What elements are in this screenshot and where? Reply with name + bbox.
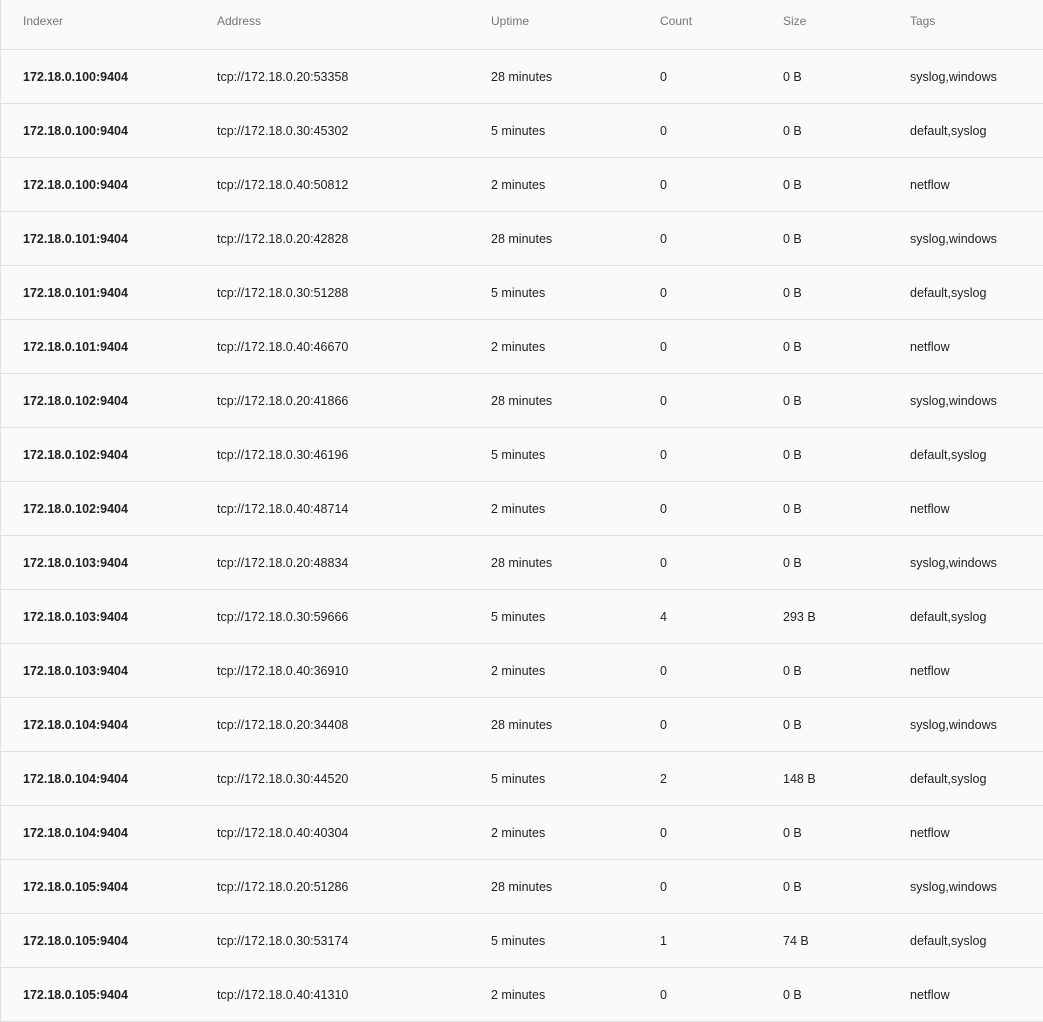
cell-tags: syslog,windows bbox=[910, 879, 997, 894]
cell-tags: default,syslog bbox=[910, 933, 987, 948]
cell-tags: syslog,windows bbox=[910, 231, 997, 246]
table-row[interactable] bbox=[1, 266, 1043, 320]
table-row[interactable] bbox=[1, 698, 1043, 752]
table-row[interactable] bbox=[1, 320, 1043, 374]
cell-indexer: 172.18.0.100:9404 bbox=[23, 123, 128, 138]
cell-size: 0 B bbox=[783, 231, 802, 246]
cell-indexer: 172.18.0.103:9404 bbox=[23, 555, 128, 570]
cell-size: 0 B bbox=[783, 987, 802, 1002]
cell-uptime: 5 minutes bbox=[491, 123, 546, 138]
cell-count: 0 bbox=[660, 285, 667, 300]
cell-address: tcp://172.18.0.30:46196 bbox=[217, 447, 349, 462]
table-row[interactable] bbox=[1, 50, 1043, 104]
cell-count: 0 bbox=[660, 555, 667, 570]
cell-indexer: 172.18.0.104:9404 bbox=[23, 717, 128, 732]
cell-indexer: 172.18.0.101:9404 bbox=[23, 285, 128, 300]
cell-uptime: 28 minutes bbox=[491, 393, 553, 408]
cell-size: 0 B bbox=[783, 285, 802, 300]
cell-size: 293 B bbox=[783, 609, 816, 624]
cell-count: 0 bbox=[660, 339, 667, 354]
cell-uptime: 28 minutes bbox=[491, 555, 553, 570]
cell-address: tcp://172.18.0.40:41310 bbox=[217, 987, 349, 1002]
cell-count: 0 bbox=[660, 447, 667, 462]
cell-address: tcp://172.18.0.30:53174 bbox=[217, 933, 349, 948]
table-row[interactable] bbox=[1, 860, 1043, 914]
cell-uptime: 5 minutes bbox=[491, 771, 546, 786]
cell-address: tcp://172.18.0.20:51286 bbox=[217, 879, 349, 894]
cell-indexer: 172.18.0.102:9404 bbox=[23, 501, 128, 516]
cell-indexer: 172.18.0.100:9404 bbox=[23, 177, 128, 192]
cell-address: tcp://172.18.0.40:36910 bbox=[217, 663, 349, 678]
cell-uptime: 5 minutes bbox=[491, 609, 546, 624]
cell-address: tcp://172.18.0.30:59666 bbox=[217, 609, 349, 624]
cell-tags: syslog,windows bbox=[910, 555, 997, 570]
table-row[interactable] bbox=[1, 104, 1043, 158]
cell-size: 0 B bbox=[783, 69, 802, 84]
cell-uptime: 2 minutes bbox=[491, 987, 546, 1002]
cell-size: 0 B bbox=[783, 717, 802, 732]
table-row[interactable] bbox=[1, 428, 1043, 482]
cell-size: 0 B bbox=[783, 123, 802, 138]
cell-address: tcp://172.18.0.40:48714 bbox=[217, 501, 349, 516]
cell-address: tcp://172.18.0.40:46670 bbox=[217, 339, 349, 354]
cell-size: 0 B bbox=[783, 555, 802, 570]
cell-size: 0 B bbox=[783, 663, 802, 678]
cell-count: 0 bbox=[660, 231, 667, 246]
cell-uptime: 28 minutes bbox=[491, 69, 553, 84]
column-header-uptime[interactable]: Uptime bbox=[491, 13, 530, 28]
cell-count: 0 bbox=[660, 825, 667, 840]
cell-address: tcp://172.18.0.20:34408 bbox=[217, 717, 349, 732]
table-body bbox=[1, 50, 1043, 1022]
column-header-indexer[interactable]: Indexer bbox=[23, 13, 64, 28]
cell-uptime: 2 minutes bbox=[491, 339, 546, 354]
cell-count: 0 bbox=[660, 393, 667, 408]
cell-size: 74 B bbox=[783, 933, 809, 948]
cell-count: 0 bbox=[660, 177, 667, 192]
cell-count: 0 bbox=[660, 501, 667, 516]
cell-uptime: 5 minutes bbox=[491, 933, 546, 948]
cell-tags: default,syslog bbox=[910, 447, 987, 462]
cell-count: 4 bbox=[660, 609, 667, 624]
table-row[interactable] bbox=[1, 212, 1043, 266]
table-row[interactable] bbox=[1, 374, 1043, 428]
cell-address: tcp://172.18.0.40:50812 bbox=[217, 177, 349, 192]
cell-count: 2 bbox=[660, 771, 667, 786]
column-header-count[interactable]: Count bbox=[660, 13, 693, 28]
cell-indexer: 172.18.0.104:9404 bbox=[23, 771, 128, 786]
cell-tags: syslog,windows bbox=[910, 69, 997, 84]
table-row[interactable] bbox=[1, 158, 1043, 212]
table-row[interactable] bbox=[1, 536, 1043, 590]
cell-count: 0 bbox=[660, 879, 667, 894]
cell-uptime: 28 minutes bbox=[491, 717, 553, 732]
cell-size: 0 B bbox=[783, 879, 802, 894]
column-header-address[interactable]: Address bbox=[217, 13, 262, 28]
cell-indexer: 172.18.0.105:9404 bbox=[23, 987, 128, 1002]
cell-indexer: 172.18.0.100:9404 bbox=[23, 69, 128, 84]
cell-address: tcp://172.18.0.20:48834 bbox=[217, 555, 349, 570]
cell-indexer: 172.18.0.105:9404 bbox=[23, 879, 128, 894]
table-row[interactable] bbox=[1, 482, 1043, 536]
cell-uptime: 5 minutes bbox=[491, 285, 546, 300]
cell-address: tcp://172.18.0.20:53358 bbox=[217, 69, 349, 84]
cell-indexer: 172.18.0.104:9404 bbox=[23, 825, 128, 840]
cell-tags: default,syslog bbox=[910, 123, 987, 138]
cell-tags: default,syslog bbox=[910, 771, 987, 786]
cell-uptime: 5 minutes bbox=[491, 447, 546, 462]
cell-address: tcp://172.18.0.20:42828 bbox=[217, 231, 349, 246]
cell-address: tcp://172.18.0.30:51288 bbox=[217, 285, 349, 300]
cell-tags: netflow bbox=[910, 177, 950, 192]
cell-count: 0 bbox=[660, 987, 667, 1002]
cell-count: 0 bbox=[660, 69, 667, 84]
cell-indexer: 172.18.0.103:9404 bbox=[23, 609, 128, 624]
cell-size: 0 B bbox=[783, 825, 802, 840]
cell-tags: netflow bbox=[910, 825, 950, 840]
cell-address: tcp://172.18.0.30:45302 bbox=[217, 123, 349, 138]
cell-uptime: 2 minutes bbox=[491, 663, 546, 678]
table-row[interactable] bbox=[1, 914, 1043, 968]
cell-uptime: 2 minutes bbox=[491, 177, 546, 192]
table-row[interactable] bbox=[1, 968, 1043, 1022]
table-header-row bbox=[1, 0, 1043, 50]
table-row[interactable] bbox=[1, 590, 1043, 644]
cell-count: 0 bbox=[660, 663, 667, 678]
cell-indexer: 172.18.0.101:9404 bbox=[23, 339, 128, 354]
cell-address: tcp://172.18.0.40:40304 bbox=[217, 825, 349, 840]
table-row[interactable] bbox=[1, 644, 1043, 698]
cell-address: tcp://172.18.0.30:44520 bbox=[217, 771, 349, 786]
cell-size: 0 B bbox=[783, 447, 802, 462]
cell-count: 0 bbox=[660, 717, 667, 732]
cell-uptime: 2 minutes bbox=[491, 825, 546, 840]
cell-size: 0 B bbox=[783, 177, 802, 192]
cell-tags: netflow bbox=[910, 663, 950, 678]
column-header-tags[interactable]: Tags bbox=[910, 13, 936, 28]
cell-count: 1 bbox=[660, 933, 667, 948]
cell-tags: syslog,windows bbox=[910, 717, 997, 732]
cell-indexer: 172.18.0.101:9404 bbox=[23, 231, 128, 246]
cell-size: 0 B bbox=[783, 501, 802, 516]
cell-tags: netflow bbox=[910, 339, 950, 354]
cell-indexer: 172.18.0.102:9404 bbox=[23, 447, 128, 462]
table-row[interactable] bbox=[1, 806, 1043, 860]
column-header-size[interactable]: Size bbox=[783, 13, 807, 28]
cell-indexer: 172.18.0.102:9404 bbox=[23, 393, 128, 408]
table-row[interactable] bbox=[1, 752, 1043, 806]
cell-tags: default,syslog bbox=[910, 285, 987, 300]
cell-tags: syslog,windows bbox=[910, 393, 997, 408]
cell-address: tcp://172.18.0.20:41866 bbox=[217, 393, 349, 408]
cell-tags: netflow bbox=[910, 987, 950, 1002]
cell-indexer: 172.18.0.105:9404 bbox=[23, 933, 128, 948]
cell-tags: default,syslog bbox=[910, 609, 987, 624]
cell-size: 0 B bbox=[783, 339, 802, 354]
cell-uptime: 28 minutes bbox=[491, 231, 553, 246]
cell-size: 0 B bbox=[783, 393, 802, 408]
cell-indexer: 172.18.0.103:9404 bbox=[23, 663, 128, 678]
cell-size: 148 B bbox=[783, 771, 816, 786]
cell-uptime: 28 minutes bbox=[491, 879, 553, 894]
cell-tags: netflow bbox=[910, 501, 950, 516]
cell-count: 0 bbox=[660, 123, 667, 138]
cell-uptime: 2 minutes bbox=[491, 501, 546, 516]
